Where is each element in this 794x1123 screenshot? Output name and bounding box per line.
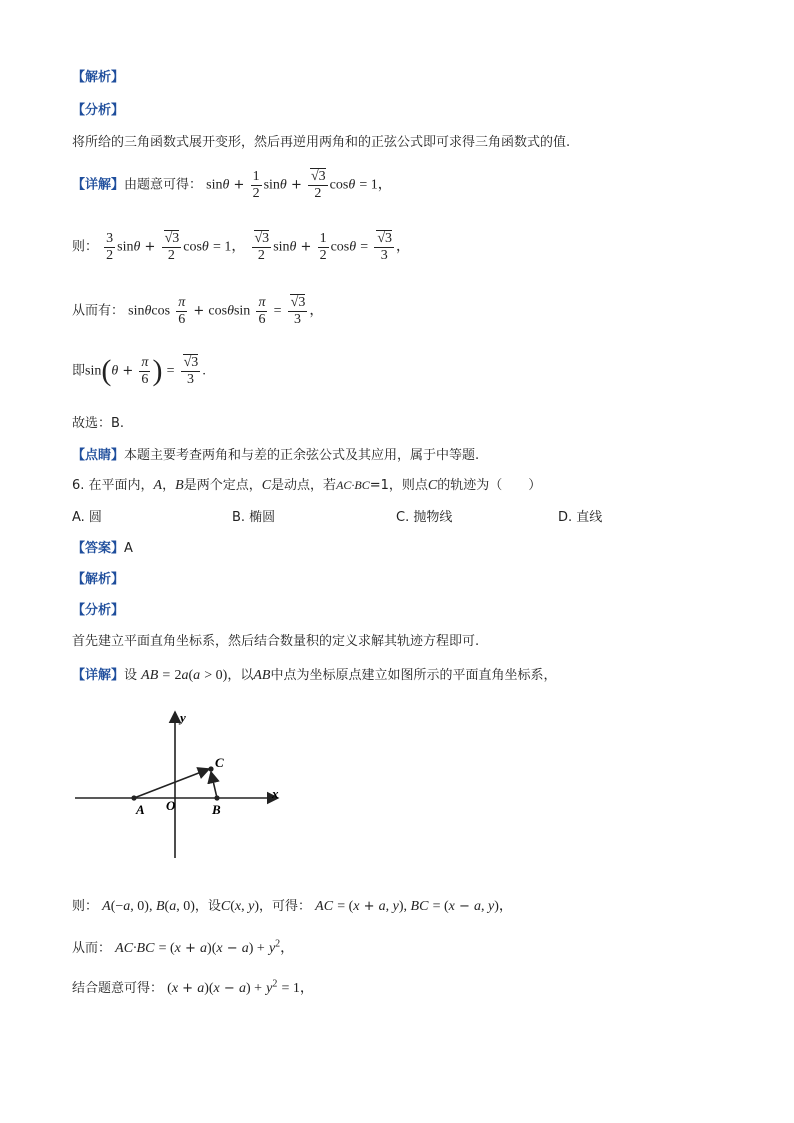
detail-line-1: 【详解】由题意可得： sinθ + $\frac{1}{2}$ sinθ + $\frac{√3}{2}$ cosθ = 1， xyxy=(72,168,392,201)
line1-mid: ，设 xyxy=(194,899,221,914)
coordinate-figure xyxy=(70,706,300,866)
detail-line-4: 即sin(θ + $\frac{\pi}{6}$ ) = $\frac{√3}{3}$ . xyxy=(72,354,206,387)
vector-ac xyxy=(134,769,209,798)
c-label: C xyxy=(215,755,224,770)
coordinates-line: 则： A(−a, 0), B(a, 0)，设C(x, y)，可得： AC = (x + a, y), BC = (x − a, y)， xyxy=(72,899,513,914)
equation-line: 结合题意可得： $(x + a)(x - a) + y^2 = 1$， xyxy=(72,978,314,996)
stem-part-e: 的轨迹为（ ） xyxy=(437,478,542,493)
option-b: B. 椭圆 xyxy=(232,510,276,525)
option-c: C. 抛物线 xyxy=(396,510,453,525)
analysis-text: 将所给的三角函数式展开变形，然后再逆用两角和的正弦公式即可求得三角函数式的值. xyxy=(72,135,571,150)
vector-bc xyxy=(211,772,217,798)
detail-line-3: 从而有： sinθcos $\frac{\pi}{6}$ + cosθsin $\frac{\pi}{6}$ = $\frac{√3}{3}$ ， xyxy=(72,294,324,327)
analysis-text-2: 首先建立平面直角坐标系，然后结合数量积的定义求解其轨迹方程即可. xyxy=(72,634,480,649)
point-a xyxy=(131,795,136,800)
answer-tag: 【答案】 xyxy=(72,541,125,556)
option-d: D. 直线 xyxy=(558,510,603,525)
stem-part-d: =1，则点 xyxy=(369,478,428,493)
detail-part-c: 中点为坐标原点建立如图所示的平面直角坐标系， xyxy=(270,668,557,683)
dianjing-tag: 【点睛】 xyxy=(72,448,125,463)
line1-prefix: 则： xyxy=(72,899,99,914)
answer-value: A xyxy=(124,541,133,556)
stem-part-c: 是动点，若 xyxy=(271,478,337,493)
answer-line xyxy=(72,537,133,556)
detail-part-b: ，以 xyxy=(227,668,254,683)
detail-line-setup: 【详解】设 AB = 2a(a > 0)，以AB中点为坐标原点建立如图所示的平面直角坐标系， xyxy=(72,668,557,683)
jiexi-heading: 【解析】 xyxy=(72,70,125,85)
x-label: x xyxy=(272,786,279,801)
detail-tag: 【详解】 xyxy=(72,177,125,193)
step4-prefix: 即 xyxy=(72,363,86,379)
point-c xyxy=(208,766,213,771)
detail-tag-2: 【详解】 xyxy=(72,668,125,683)
dianjing-line xyxy=(72,444,479,463)
jiexi-heading-2: 【解析】 xyxy=(72,572,125,587)
detail-text: 由题意可得： xyxy=(124,177,203,193)
choice-text: 故选：B. xyxy=(72,416,125,431)
stem-part-a: 6. 在平面内， xyxy=(72,478,154,493)
step2-prefix: 则： xyxy=(72,239,99,255)
line1-mid2: ，可得： xyxy=(259,899,312,914)
o-label: O xyxy=(166,798,176,813)
b-label: B xyxy=(212,802,221,817)
y-label: y xyxy=(180,710,186,725)
fenxi-heading-2: 【分析】 xyxy=(72,603,125,618)
dianjing-text: 本题主要考查两角和与差的正余弦公式及其应用，属于中等题. xyxy=(124,448,480,463)
option-a: A. 圆 xyxy=(72,510,102,525)
step3-prefix: 从而有： xyxy=(72,303,125,319)
a-label: A xyxy=(136,802,145,817)
line2-prefix: 从而： xyxy=(72,941,112,956)
question-6-stem: 6. 在平面内，A，B是两个定点，C是动点，若AC·BC=1，则点C的轨迹为（ ） xyxy=(72,478,542,493)
line3-prefix: 结合题意可得： xyxy=(72,981,164,996)
detail-part-a: 设 xyxy=(124,668,138,683)
detail-line-2: 则： $\frac{3}{2}$ sinθ + $\frac{√3}{2}$ cosθ = 1， $\frac{√3}{2}$ sinθ + $\frac{1}{2}$ cosθ = $\frac{√3}{3}$ ， xyxy=(72,230,411,263)
fenxi-heading: 【分析】 xyxy=(72,103,125,118)
stem-part-b: 是两个定点， xyxy=(183,478,262,493)
point-b xyxy=(214,795,219,800)
dot-product-line: 从而： $AC\cdot BC = (x + a)(x - a) + y^2$， xyxy=(72,938,295,956)
